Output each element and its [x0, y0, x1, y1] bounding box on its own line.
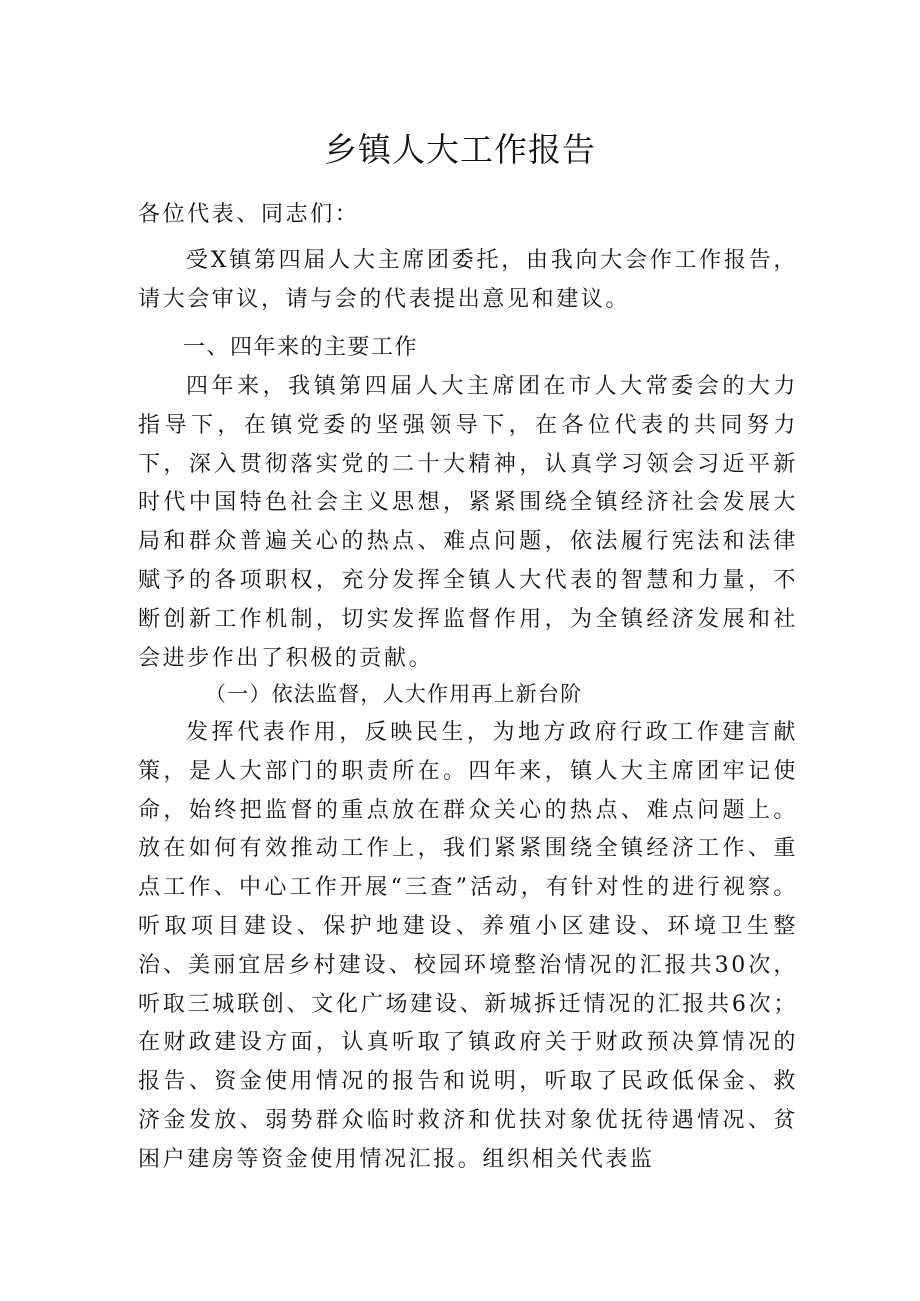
- opening-paragraph: 受X镇第四届人大主席团委托，由我向大会作工作报告，请大会审议，请与会的代表提出意见和建议。: [138, 248, 798, 312]
- section-heading-main-work: 一、四年来的主要工作: [183, 335, 419, 360]
- greeting: 各位代表、同志们：: [138, 202, 360, 227]
- main-work-paragraph: 四年来，我镇第四届人大主席团在市人大常委会的大力指导下，在镇党委的坚强领导下，在各位代表的共同努力下，深入贯彻落实党的二十大精神，认真学习领会习近平新时代中国特色社会主义思想，紧紧围绕全镇经济社会发展大局和群众普遍关心的热点、难点问题，依法履行宪法和法律赋予的各项职权，充分发挥全镇人大代表的智慧和力量，不断创新工作机制，切实发挥监督作用，为全镇经济发展和社会进步作出了积极的贡献。: [138, 374, 798, 671]
- document-title: 乡镇人大工作报告: [324, 130, 596, 169]
- subsection-heading-supervision: （一）依法监督，人大作用再上新台阶: [205, 682, 583, 706]
- supervision-paragraph: 发挥代表作用，反映民生，为地方政府行政工作建言献策，是人大部门的职责所在。四年来，镇人大主席团牢记使命，始终把监督的重点放在群众关心的热点、难点问题上。放在如何有效推动工作上，我们紧紧围绕全镇经济工作、重点工作、中心工作开展“三查”活动，有针对性的进行视察。听取项目建设、保护地建设、养殖小区建设、环境卫生整治、美丽宜居乡村建设、校园环境整治情况的汇报共30次，听取三城联创、文化广场建设、新城拆迁情况的汇报共6次；在财政建设方面，认真听取了镇政府关于财政预决算情况的报告、资金使用情况的报告和说明，听取了民政低保金、救济金发放、弱势群众临时救济和优扶对象优抚待遇情况、贫困户建房等资金使用情况汇报。组织相关代表监: [138, 720, 798, 1172]
